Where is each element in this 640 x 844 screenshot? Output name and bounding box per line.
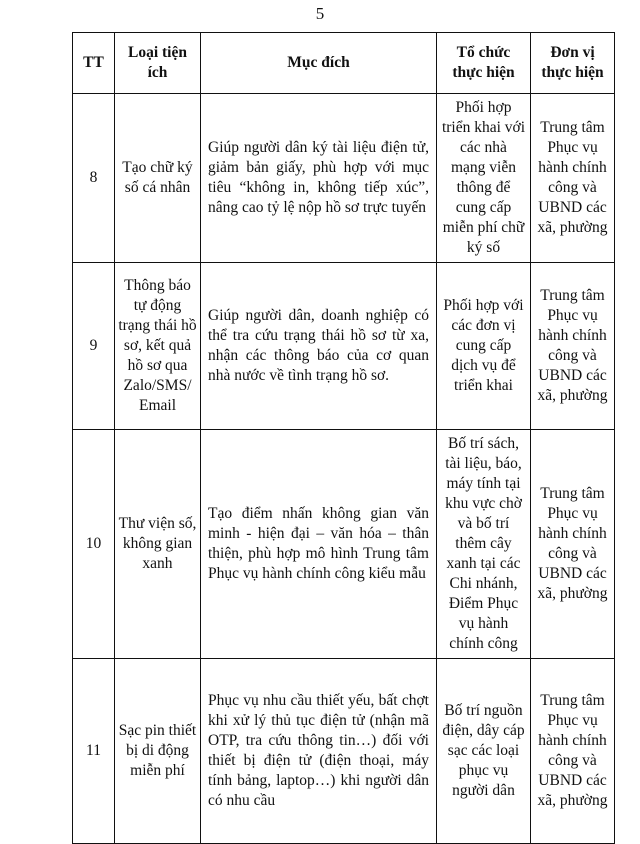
- row-org: Phối hợp với các đơn vị cung cấp dịch vụ để triển khai: [437, 263, 531, 430]
- row-tt: 9: [73, 263, 115, 430]
- row-unit: Trung tâm Phục vụ hành chính công và UBND các xã, phường: [531, 659, 615, 844]
- row-tt: 11: [73, 659, 115, 844]
- header-tt: TT: [73, 33, 115, 94]
- table-row: [73, 263, 615, 430]
- table-row: [73, 430, 615, 659]
- row-purpose: Phục vụ nhu cầu thiết yếu, bất chợt khi xử lý thủ tục điện tử (nhận mã OTP, tra cứu thông tin…) đối với thiết bị điện tử (điện thoại, máy tính bảng, laptop…) khi người dân có nhu cầu: [201, 659, 437, 844]
- utilities-table: [72, 32, 615, 844]
- row-unit: Trung tâm Phục vụ hành chính công và UBND các xã, phường: [531, 430, 615, 659]
- table-header-row: [73, 33, 615, 94]
- page-number: 5: [315, 4, 325, 23]
- row-org: Bố trí sách, tài liệu, báo, máy tính tại khu vực chờ và bố trí thêm cây xanh tại các Chi nhánh, Điểm Phục vụ hành chính công: [437, 430, 531, 659]
- row-org: Bố trí nguồn điện, dây cáp sạc các loại phục vụ người dân: [437, 659, 531, 844]
- header-org: Tổ chức thực hiện: [437, 33, 531, 94]
- row-type: Tạo chữ ký số cá nhân: [115, 94, 201, 263]
- table-row: [73, 659, 615, 844]
- row-unit: Trung tâm Phục vụ hành chính công và UBND các xã, phường: [531, 94, 615, 263]
- row-tt: 10: [73, 430, 115, 659]
- row-tt: 8: [73, 94, 115, 263]
- row-type: Sạc pin thiết bị di động miễn phí: [115, 659, 201, 844]
- row-purpose: Giúp người dân ký tài liệu điện tử, giảm bản giấy, phù hợp với mục tiêu “không in, không tiếp xúc”, nâng cao tỷ lệ nộp hồ sơ trực tuyến: [201, 94, 437, 263]
- row-type: Thư viện số, không gian xanh: [115, 430, 201, 659]
- row-type: Thông báo tự động trạng thái hồ sơ, kết quả hồ sơ qua Zalo/SMS/ Email: [115, 263, 201, 430]
- header-type: Loại tiện ích: [115, 33, 201, 94]
- row-org: Phối hợp triển khai với các nhà mạng viễn thông để cung cấp miễn phí chữ ký số: [437, 94, 531, 263]
- row-purpose: Tạo điểm nhấn không gian văn minh - hiện đại – văn hóa – thân thiện, phù hợp mô hình Trung tâm Phục vụ hành chính công kiểu mẫu: [201, 430, 437, 659]
- row-unit: Trung tâm Phục vụ hành chính công và UBND các xã, phường: [531, 263, 615, 430]
- header-unit: Đơn vị thực hiện: [531, 33, 615, 94]
- table-row: [73, 94, 615, 263]
- row-purpose: Giúp người dân, doanh nghiệp có thể tra cứu trạng thái hồ sơ từ xa, nhận các thông báo của cơ quan nhà nước về tình trạng hồ sơ.: [201, 263, 437, 430]
- header-purpose: Mục đích: [201, 33, 437, 94]
